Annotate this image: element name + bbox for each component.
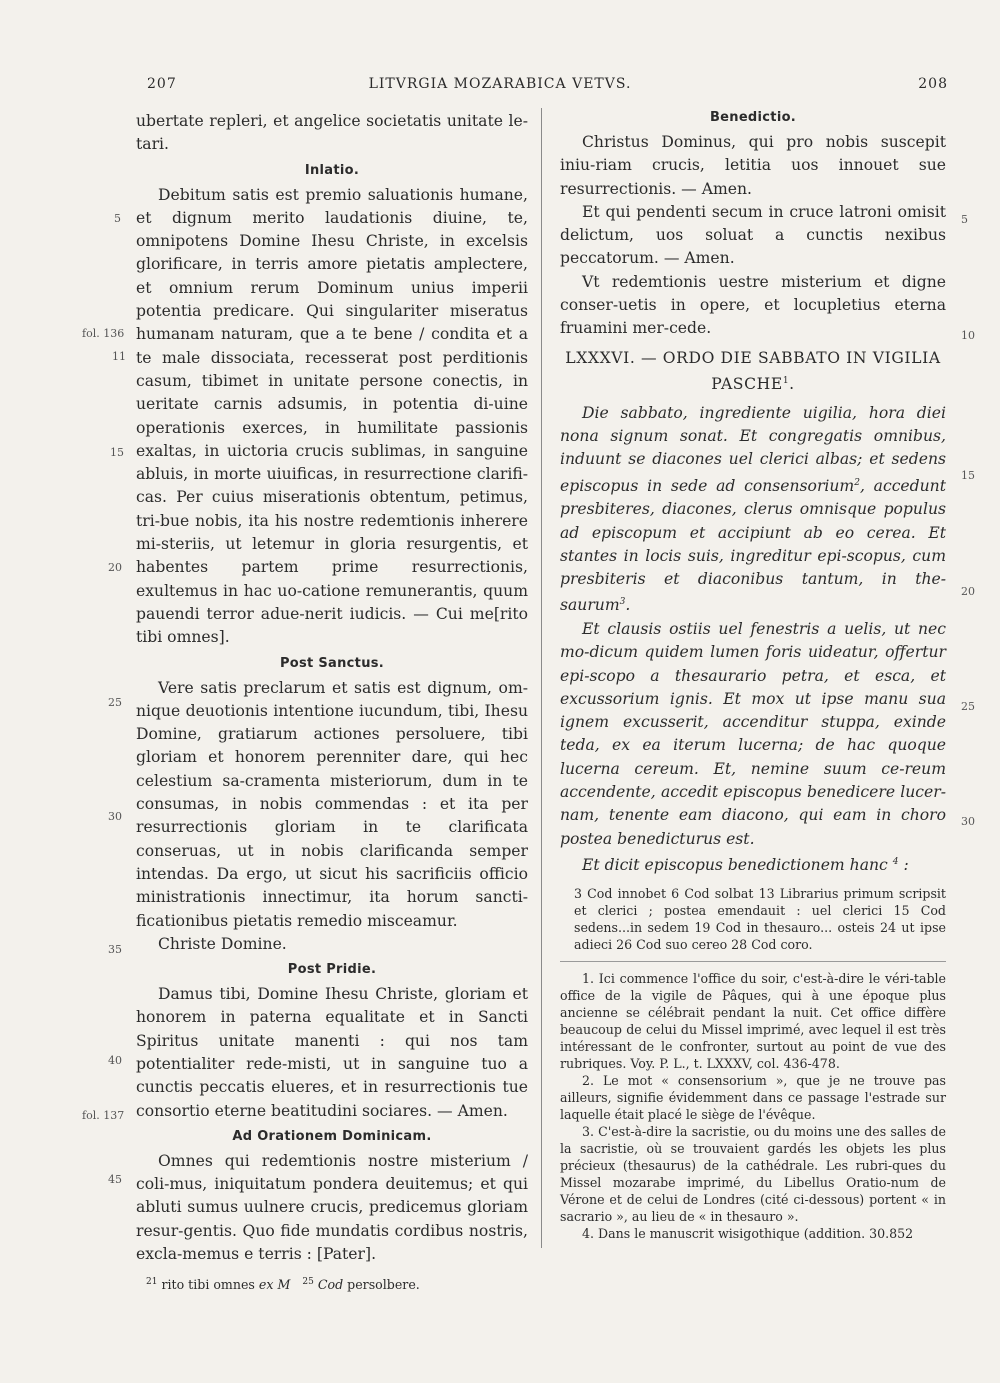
- section-heading-ad-orationem: Ad Orationem Dominicam.: [232, 1128, 432, 1144]
- paragraph: Et qui pendenti secum in cruce latroni omisit delictum, uos soluat a cunctis nexibus peccatorum. — Amen.: [560, 202, 946, 268]
- column-divider: [541, 108, 542, 1248]
- footnotes: [560, 970, 946, 1242]
- note-number: 25: [302, 1277, 314, 1288]
- footnote-ref: 2: [854, 477, 860, 488]
- footnote-ref: 1: [782, 375, 790, 386]
- chapter-heading: LXXXVI. — ORDO DIE SABBATO IN VIGILIA PASCHE$^1$.: [565, 348, 941, 393]
- line-number: 10: [961, 329, 975, 342]
- rubric: Die sabbato, ingrediente uigilia, hora diei nona signum sonat. Et congregatis omnibus, induunt se diacones uel clerici albas; et sedens episcopus in sede ad consensorium$^2$, accedunt presbiteres, diacones, clerus omnisque populus ad episcopum et accipiunt ab eo cerea. Et stantes in locis suis, ingreditur epi-scopus, cum presbiteris et diaconibus tantum, in the-saurum$^3$.: [560, 403, 946, 615]
- section-heading-benedictio: Benedictio.: [709, 110, 797, 125]
- rubric-text: Die sabbato, ingrediente uigilia, hora diei nona signum sonat. Et congregatis omnibus, induunt se diacones uel clerici albas; et sedens episcopus in sede ad consensorium: [560, 403, 946, 495]
- line-number: 15: [110, 446, 124, 459]
- paragraph: Damus tibi, Domine Ihesu Christe, gloriam et honorem in paterna equalitate et in Sancti Spiritus unitate manenti : qui nos tam potentialiter rede-misti, ut in sanguine tuo a cunctis peccatis elueres, et in resurrectionis tue consortio eterne beatitudini sociares. — Amen.: [136, 985, 528, 1120]
- rubric-text: , accedunt presbiteres, diacones, clerus omnisque populus ad episcopum et accipiunt ab eo cerea. Et stantes in locis suis, ingreditur epi-scopus, cum presbiteris et diaconibus tantum, in the-saurum: [560, 476, 946, 615]
- line-number: 25: [961, 700, 975, 713]
- footnote-ref: 3: [619, 597, 626, 608]
- paragraph: Christe Domine.: [158, 934, 287, 953]
- section-heading-inlatio: Inlatio.: [304, 162, 360, 178]
- footnote: 3. C'est-à-dire la sacristie, ou du moins une des salles de la sacristie, où se trouvaient gardés les objets les plus précieux (thesaurus) de la cathédrale. Les rubri-ques du Missel mozarabe imprimé, du Libellus Oratio-num de Vérone et de celui de Londres (cité ci-dessous) portent « in sacrario », au lieu de « in thesauro ».: [560, 1124, 946, 1225]
- chapter-title: LXXXVI. — ORDO DIE SABBATO IN VIGILIA PASCHE: [565, 348, 941, 393]
- line-number: 25: [108, 696, 122, 709]
- paragraph: ubertate repleri, et angelice societatis unitate le-tari.: [136, 112, 528, 154]
- note-source: Cod: [317, 1277, 344, 1293]
- running-header: [0, 76, 1000, 98]
- line-number: 20: [108, 561, 122, 574]
- paragraph: Vere satis preclarum et satis est dignum, om-nique deuotionis intentione iucundum, tibi, Ihesu Domine, gratiarum actiones persoluere, tibi gloriam et honorem perenniter dare, qui hec celestium sa-cramenta misteriorum, dum in te consumas, in nobis commendas : et ita per resurrectionis gloriam in te clarificata conseruas, ut in nobis clarificanda semper intendas. Da ergo, ut sicut his sacrificiis officio ministrationis innectimur, ita horum sancti-ficationibus pietatis remedio misceamur.: [136, 678, 528, 930]
- footnote-divider: [560, 961, 946, 962]
- paragraph: Vt redemtionis uestre misterium et digne conser-uetis in opere, et locupletius eterna fruamini mer-cede.: [560, 272, 946, 338]
- critical-apparatus: [560, 885, 946, 953]
- note-text: persolbere.: [347, 1277, 420, 1293]
- rubric-text: Et dicit episcopus benedictionem hanc: [582, 856, 888, 875]
- folio-marker: fol. 137: [82, 1109, 125, 1122]
- line-number: 11: [112, 350, 126, 363]
- footnote: 4. Dans le manuscrit wisigothique (addition. 30.852: [582, 1226, 914, 1242]
- note-source: ex M: [258, 1277, 291, 1293]
- footnote: 1. Ici commence l'office du soir, c'est-à-dire le véri-table office de la vigile de Pâques, qui à une époque plus ancienne se célébrait pendant la nuit. Cet office diffère beaucoup de celui du Missel imprimé, avec lequel il est très intéressant de le confronter, surtout au point de vue des rubriques. Voy. P. L., t. LXXXV, col. 436-478.: [560, 971, 946, 1072]
- line-number: 35: [108, 943, 122, 956]
- note-text: rito tibi omnes: [161, 1277, 255, 1293]
- left-column: [136, 110, 528, 1294]
- section-heading-post-sanctus: Post Sanctus.: [279, 655, 385, 671]
- footnote: 2. Le mot « consensorium », que je ne trouve pas ailleurs, signifie évidemment dans ce passage l'estrade sur laquelle était placé le siège de l'évêque.: [560, 1073, 946, 1123]
- folio-marker: fol. 136: [82, 327, 125, 340]
- rubric: Et clausis ostiis uel fenestris a uelis, ut nec mo-dicum quidem lumen foris uideatur, offertur epi-scopo a thesaurario petra, et esca, et excussorium ignis. Et mox ut ipse manu sua ignem excusserit, accenditur stuppa, exinde teda, ex ea iterum lucerna; de hac quoque lucerna cereum. Et, nemine suum ce-reum accendente, accedit episcopus benedicere lucer-nam, tenente eam diacono, qui eam in choro postea benedicturus est.: [560, 619, 946, 848]
- paragraph: Debitum satis est premio saluationis humane, et dignum merito laudationis diuine, te, omnipotens Domine Ihesu Christe, in excelsis glorificare, in terris amore pietatis amplectere, et omnium rerum Dominum unius imperii potentia predicare. Qui singulariter miseratus humanam naturam, que a te bene / condita et a te male dissociata, recesserat post perditionis casum, tibimet in unitate persone conectis, in ueritate carnis adsumis, in potentia di-uine operationis exerces, in humilitate passionis exaltas, in uictoria crucis sublimas, in sanguine abluis, in morte uiuificas, in resurrectione clarifi-cas. Per cuius miserationis obtentum, petimus, tri-bue nobis, ita his nostre redemtionis inherere mi-steriis, ut letemur in gloria resurgentis, et habentes partem prime resurrectionis, exultemus in hac uo-catione remunerantis, quum pauendi terror adue-nerit iudicis. — Cui me[rito tibi omnes].: [136, 185, 528, 647]
- paragraph: Omnes qui redemtionis nostre misterium / coli-mus, iniquitatum pondera deuitemus; et qui abluti sumus uulnere crucis, predicemus gloriam resur-gentis. Quo fide mundatis cordibus nostris, excla-memus e terris : [Pater].: [136, 1151, 528, 1264]
- page-number-right: 208: [918, 76, 948, 92]
- paragraph: Christus Dominus, qui pro nobis suscepit iniu-riam crucis, letitia uos innouet sue resurrectionis. — Amen.: [560, 133, 946, 198]
- right-column: [560, 110, 946, 1242]
- line-number: 5: [961, 213, 968, 226]
- line-number: 40: [108, 1054, 122, 1067]
- line-number: 45: [108, 1173, 122, 1186]
- note-number: 21: [146, 1277, 158, 1288]
- line-number: 20: [961, 585, 975, 598]
- footnote-ref: 4: [892, 856, 899, 867]
- apparatus-text: 3 Cod innobet 6 Cod solbat 13 Librarius primum scripsit et clerici ; postea emendauit : uel clerici 15 Cod sedens...in sedem 19 Cod in thesauro... osteis 24 ut ipse adieci 26 Cod suo cereo 28 Cod coro.: [574, 886, 946, 953]
- critical-apparatus: [136, 1274, 528, 1294]
- line-number: 15: [961, 469, 975, 482]
- rubric: Et dicit episcopus benedictionem hanc $^4$ :: [582, 856, 909, 875]
- line-number: 30: [961, 815, 975, 828]
- section-heading-post-pridie: Post Pridie.: [287, 962, 377, 978]
- line-number: 5: [114, 212, 121, 225]
- line-number: 30: [108, 810, 122, 823]
- running-title: LITVRGIA MOZARABICA VETVS.: [368, 76, 632, 92]
- page-number-left: 207: [147, 76, 177, 92]
